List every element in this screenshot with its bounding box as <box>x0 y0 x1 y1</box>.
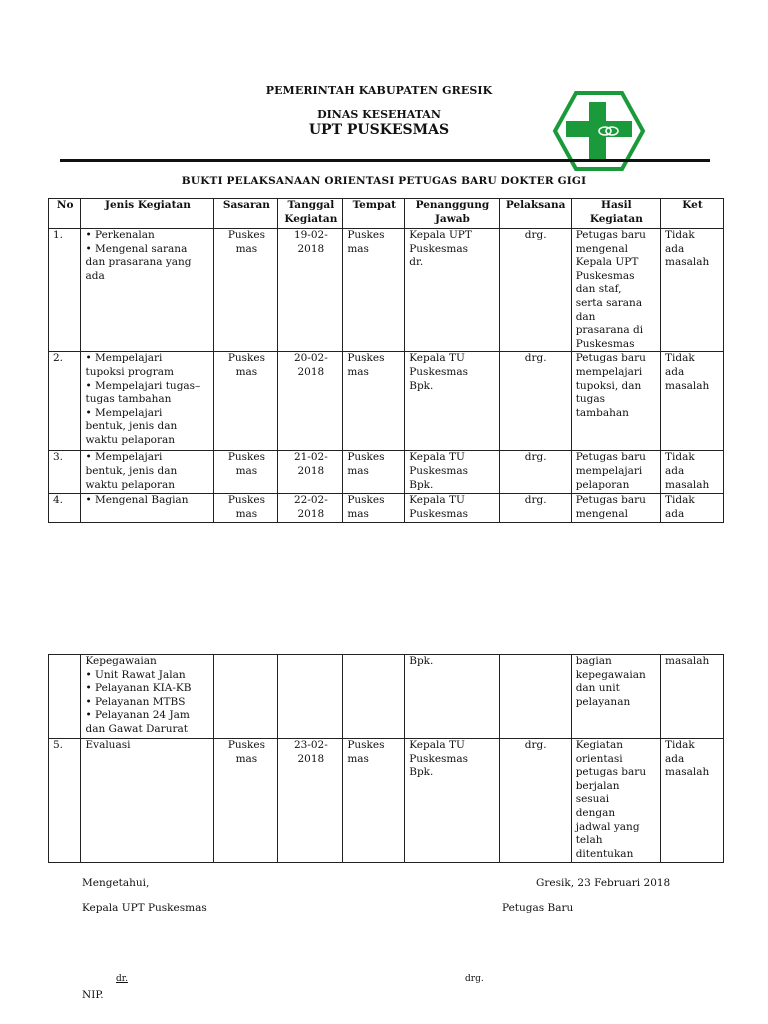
cell-ket <box>661 451 724 494</box>
cell-no <box>49 655 81 739</box>
cell-penanggung-jawab-line: Kepala TU <box>409 494 465 507</box>
col-header-sasaran: Sasaran <box>214 199 278 229</box>
cell-jenis-line: tupoksi program <box>85 365 174 378</box>
cell-jenis-line: bentuk, jenis dan <box>85 420 178 433</box>
cell-hasil-line: Puskesmas <box>575 337 635 350</box>
cell-ket-line: Tidak <box>665 352 695 365</box>
cell-jenis-line: tugas tambahan <box>85 393 172 406</box>
cell-jenis <box>81 352 214 451</box>
activity-table <box>48 198 724 523</box>
cell-no: 5. <box>49 739 81 863</box>
cell-tanggal <box>278 494 343 523</box>
cell-tanggal <box>278 229 343 352</box>
cell-pelaksana: drg. <box>499 739 571 863</box>
cell-tempat <box>343 352 405 451</box>
cell-tempat-line: Puskes <box>347 352 385 365</box>
cell-jenis-line: • Mengenal sarana <box>85 242 188 255</box>
cell-tempat <box>343 655 405 739</box>
cell-hasil-line: berjalan <box>575 779 620 792</box>
cell-tempat-line: mas <box>347 752 369 765</box>
cell-jenis-line: ada <box>85 269 105 282</box>
cell-ket-line: masalah <box>665 478 710 491</box>
cell-penanggung-jawab-line: Bpk. <box>409 655 434 667</box>
cell-hasil-line: dan staf, <box>575 283 622 296</box>
place-date: Gresik, 23 Februari 2018 <box>536 877 671 889</box>
cell-tanggal-line: 2018 <box>297 752 325 765</box>
cell-penanggung-jawab <box>405 451 499 494</box>
header-government: PEMERINTAH KABUPATEN GRESIK <box>265 84 493 97</box>
cell-tanggal <box>278 451 343 494</box>
cell-pelaksana: drg. <box>499 352 571 451</box>
table-row <box>49 229 724 352</box>
cell-hasil-line: dan unit <box>575 682 620 695</box>
cell-sasaran <box>214 229 278 352</box>
cell-penanggung-jawab <box>405 739 499 863</box>
cell-tempat-line: Puskes <box>347 229 385 241</box>
cell-hasil <box>571 352 660 451</box>
cell-sasaran-line: Puskes <box>227 352 265 365</box>
cell-ket-line: ada <box>665 464 685 477</box>
right-signer-name: drg. <box>465 974 484 984</box>
cell-ket-line: Tidak <box>665 229 695 241</box>
cell-penanggung-jawab <box>405 494 499 523</box>
cell-ket-line: ada <box>665 242 685 255</box>
cell-hasil-line: kepegawaian <box>575 668 646 681</box>
header-divider <box>60 159 710 162</box>
cell-tempat <box>343 494 405 523</box>
cell-tempat-line: mas <box>347 365 369 378</box>
col-header-penanggung-jawab: Penanggung Jawab <box>405 199 499 229</box>
cell-jenis-line: dan prasarana yang <box>85 256 192 269</box>
cell-tempat-line: Puskes <box>347 494 385 507</box>
cell-pelaksana: drg. <box>499 451 571 494</box>
cell-sasaran <box>214 494 278 523</box>
cell-tanggal-line: 23-02- <box>293 739 328 751</box>
cell-ket-line: masalah <box>665 379 710 392</box>
table-header-row <box>49 199 724 229</box>
cell-penanggung-jawab-line: Kepala TU <box>409 451 465 464</box>
cell-ket-line: ada <box>665 752 685 765</box>
cell-tanggal <box>278 739 343 863</box>
cell-ket-line: ada <box>665 365 685 378</box>
cell-tanggal-line: 22-02- <box>293 494 328 507</box>
cell-penanggung-jawab-line: Puskesmas <box>409 242 469 255</box>
cell-tanggal-line: 2018 <box>297 365 325 378</box>
cell-ket-line: masalah <box>665 766 710 779</box>
cell-jenis-line: dan Gawat Darurat <box>85 722 188 735</box>
cell-tanggal-line: 2018 <box>297 507 325 520</box>
cell-sasaran <box>214 451 278 494</box>
cell-sasaran-line: Puskes <box>227 739 265 751</box>
cell-sasaran-line: Puskes <box>227 229 265 241</box>
col-header-tanggal: Tanggal Kegiatan <box>278 199 343 229</box>
cell-ket-line: Tidak <box>665 739 695 751</box>
cell-hasil-line: bagian <box>575 655 612 667</box>
cell-jenis-line: • Unit Rawat Jalan <box>85 668 186 681</box>
col-header-pelaksana: Pelaksana <box>499 199 571 229</box>
cell-no: 2. <box>49 352 81 451</box>
cell-tempat <box>343 739 405 863</box>
cell-sasaran-line: mas <box>235 464 258 477</box>
cell-penanggung-jawab-line: Puskesmas <box>409 507 469 520</box>
cell-jenis <box>81 739 214 863</box>
cell-ket-line: ada <box>665 507 685 520</box>
cell-sasaran-line: mas <box>235 242 258 255</box>
left-signer-role: Kepala UPT Puskesmas <box>82 902 207 914</box>
cell-sasaran-line: Puskes <box>227 494 265 507</box>
table-row <box>49 494 724 523</box>
table-row <box>49 739 724 863</box>
cell-jenis-line: bentuk, jenis dan <box>85 464 178 477</box>
cell-hasil <box>571 494 660 523</box>
cell-hasil-line: Petugas baru <box>575 352 646 365</box>
cell-ket-line: Tidak <box>665 494 695 507</box>
cell-sasaran <box>214 739 278 863</box>
left-signer-name: dr. <box>116 974 128 984</box>
table-row <box>49 451 724 494</box>
cell-jenis-line: • Pelayanan 24 Jam <box>85 709 190 722</box>
cell-tanggal <box>278 352 343 451</box>
col-header-ket: Ket <box>661 199 724 229</box>
cell-sasaran-line: mas <box>235 365 258 378</box>
cell-hasil-line: mengenal <box>575 242 628 255</box>
header-unit: UPT PUSKESMAS <box>308 122 450 138</box>
cell-no: 1. <box>49 229 81 352</box>
cell-jenis-line: • Pelayanan MTBS <box>85 695 186 708</box>
cell-jenis-line: Kepegawaian <box>85 655 157 667</box>
cell-hasil <box>571 451 660 494</box>
cell-hasil-line: petugas baru <box>575 766 647 779</box>
cell-jenis <box>81 494 214 523</box>
cell-hasil-line: Puskesmas <box>575 269 635 282</box>
cell-tanggal-line: 19-02- <box>293 229 328 241</box>
cell-tempat-line: mas <box>347 507 369 520</box>
cell-ket <box>661 739 724 863</box>
cell-penanggung-jawab <box>405 229 499 352</box>
cell-penanggung-jawab-line: Kepala UPT <box>409 229 472 241</box>
cell-tempat-line: mas <box>347 242 369 255</box>
cell-hasil-line: jadwal yang <box>575 820 640 833</box>
cell-penanggung-jawab-line: Bpk. <box>409 478 434 491</box>
cell-hasil-line: tugas <box>575 393 606 406</box>
cell-pelaksana: drg. <box>499 229 571 352</box>
cell-tempat-line: Puskes <box>347 739 385 751</box>
cell-hasil-line: tupoksi, dan <box>575 379 642 392</box>
activity-table-continued <box>48 654 724 863</box>
cell-tempat <box>343 451 405 494</box>
cell-jenis-line: • Mengenal Bagian <box>85 494 189 507</box>
cell-hasil-line: Petugas baru <box>575 451 646 464</box>
cell-jenis <box>81 655 214 739</box>
cell-hasil <box>571 229 660 352</box>
cell-hasil-line: serta sarana <box>575 296 643 309</box>
cell-sasaran <box>214 655 278 739</box>
cell-ket-line: masalah <box>665 655 710 667</box>
cell-sasaran <box>214 352 278 451</box>
cell-tanggal <box>278 655 343 739</box>
table-row <box>49 352 724 451</box>
col-header-tempat: Tempat <box>343 199 405 229</box>
cell-hasil-line: pelaporan <box>575 478 630 491</box>
table-row <box>49 655 724 739</box>
cell-jenis-line: • Perkenalan <box>85 229 155 241</box>
cell-hasil-line: ditentukan <box>575 847 634 860</box>
col-header-hasil: Hasil Kegiatan <box>571 199 660 229</box>
nip-label: NIP. <box>82 989 104 1001</box>
cell-penanggung-jawab <box>405 352 499 451</box>
cell-tanggal-line: 21-02- <box>293 451 328 464</box>
cell-hasil-line: orientasi <box>575 752 623 765</box>
cell-tanggal-line: 20-02- <box>293 352 328 365</box>
cell-tempat <box>343 229 405 352</box>
right-signer-role: Petugas Baru <box>502 902 574 914</box>
cell-jenis-line: waktu pelaporan <box>85 433 176 446</box>
cell-no: 3. <box>49 451 81 494</box>
cell-hasil-line: mengenal <box>575 507 628 520</box>
cell-ket-line: masalah <box>665 256 710 269</box>
cell-penanggung-jawab-line: dr. <box>409 256 424 269</box>
cell-penanggung-jawab-line: Puskesmas <box>409 365 469 378</box>
cell-pelaksana: drg. <box>499 494 571 523</box>
cell-hasil <box>571 655 660 739</box>
cell-penanggung-jawab-line: Puskesmas <box>409 752 469 765</box>
cell-hasil-line: Petugas baru <box>575 494 646 507</box>
cell-jenis <box>81 451 214 494</box>
cell-jenis-line: waktu pelaporan <box>85 478 176 491</box>
cell-ket <box>661 229 724 352</box>
cell-sasaran-line: Puskes <box>227 451 265 464</box>
cell-ket <box>661 655 724 739</box>
col-header-no: No <box>49 199 81 229</box>
cell-penanggung-jawab <box>405 655 499 739</box>
cell-hasil-line: dengan <box>575 806 616 819</box>
cell-penanggung-jawab-line: Bpk. <box>409 379 434 392</box>
cell-hasil-line: Kegiatan <box>575 739 624 751</box>
cell-hasil <box>571 739 660 863</box>
document-title: BUKTI PELAKSANAAN ORIENTASI PETUGAS BARU DOKTER GIGI <box>181 175 587 187</box>
cell-hasil-line: tambahan <box>575 406 629 419</box>
cell-hasil-line: sesuai <box>575 793 610 806</box>
cell-jenis-line: • Pelayanan KIA-KB <box>85 682 192 695</box>
cell-jenis-line: • Mempelajari <box>85 451 163 464</box>
cell-jenis-line: Evaluasi <box>85 739 131 751</box>
cell-jenis-line: • Mempelajari <box>85 352 163 365</box>
cell-hasil-line: telah <box>575 834 603 847</box>
cell-sasaran-line: mas <box>235 752 258 765</box>
cell-ket-line: Tidak <box>665 451 695 464</box>
cell-sasaran-line: mas <box>235 507 258 520</box>
cell-tempat-line: Puskes <box>347 451 385 464</box>
cell-hasil-line: Kepala UPT <box>575 256 639 269</box>
cell-ket <box>661 494 724 523</box>
cell-pelaksana <box>499 655 571 739</box>
cell-jenis-line: • Mempelajari tugas– <box>85 379 201 392</box>
cell-hasil-line: Petugas baru <box>575 229 646 241</box>
acknowledged-label: Mengetahui, <box>82 877 150 889</box>
cell-penanggung-jawab-line: Puskesmas <box>409 464 469 477</box>
cell-hasil-line: mempelajari <box>575 365 643 378</box>
cell-ket <box>661 352 724 451</box>
cell-penanggung-jawab-line: Kepala TU <box>409 739 465 751</box>
header-agency: DINAS KESEHATAN <box>317 108 441 121</box>
cell-hasil-line: mempelajari <box>575 464 643 477</box>
cell-jenis-line: • Mempelajari <box>85 406 163 419</box>
cell-tempat-line: mas <box>347 464 369 477</box>
cell-no: 4. <box>49 494 81 523</box>
cell-penanggung-jawab-line: Kepala TU <box>409 352 465 365</box>
col-header-jenis: Jenis Kegiatan <box>81 199 214 229</box>
cell-jenis <box>81 229 214 352</box>
cell-tanggal-line: 2018 <box>297 242 325 255</box>
cell-penanggung-jawab-line: Bpk. <box>409 766 434 779</box>
cell-hasil-line: pelayanan <box>575 695 631 708</box>
cell-tanggal-line: 2018 <box>297 464 325 477</box>
cell-hasil-line: dan <box>575 310 596 323</box>
cell-hasil-line: prasarana di <box>575 324 644 337</box>
